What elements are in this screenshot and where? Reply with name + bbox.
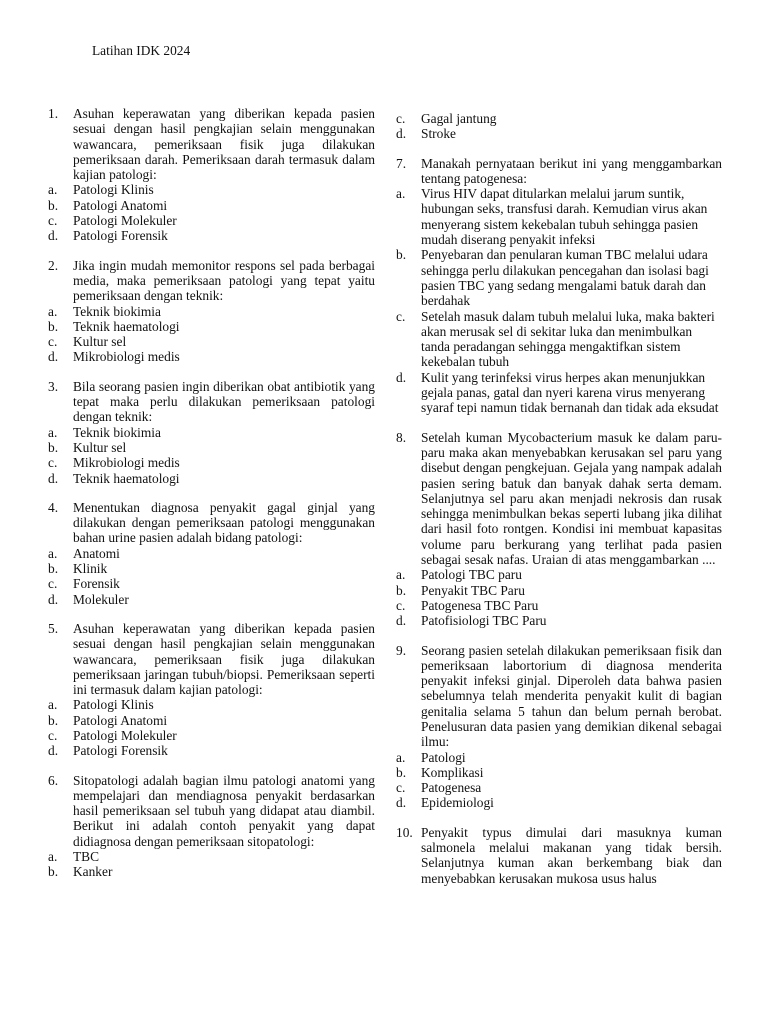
- option-text: Patogenesa TBC Paru: [421, 597, 539, 613]
- option-letter: a.: [48, 303, 58, 319]
- option-text: Patologi Anatomi: [73, 712, 168, 728]
- option-text: Stroke: [421, 126, 456, 142]
- answer-option: [48, 455, 375, 470]
- option-text: Teknik haematologi: [73, 318, 180, 334]
- option-text: Mikrobiologi medis: [73, 455, 180, 471]
- option-text: TBC: [73, 849, 100, 865]
- question-item: [48, 500, 375, 607]
- question-number: 5.: [48, 620, 59, 636]
- option-letter: a.: [48, 424, 58, 440]
- answer-option: [396, 111, 722, 126]
- option-letter: a.: [396, 186, 406, 202]
- answer-option: [396, 750, 722, 765]
- option-letter: c.: [396, 111, 406, 126]
- answer-option: [48, 864, 375, 879]
- option-letter: b.: [48, 561, 59, 577]
- question-item: [48, 621, 375, 759]
- question-stem: [48, 106, 375, 182]
- question-text: Manakah pernyataan berikut ini yang menggambarkan tentang patogenesa:: [421, 155, 722, 186]
- right-column: [396, 111, 722, 900]
- option-letter: d.: [396, 369, 407, 385]
- question-stem: [48, 500, 375, 546]
- answer-option: [48, 546, 375, 561]
- option-text: Virus HIV dapat ditularkan melalui jarum suntik, hubungan seks, transfusi darah. Kemudian virus akan menyerang sistem kekebalan tubuh sehingga pasien mudah diserang penyakit infeksi: [421, 186, 708, 248]
- option-text: Patologi Forensik: [73, 743, 168, 759]
- left-column: [48, 106, 375, 894]
- answer-option: [48, 334, 375, 349]
- question-number: 4.: [48, 499, 59, 515]
- option-text: Klinik: [73, 561, 108, 577]
- option-letter: d.: [48, 349, 59, 365]
- option-letter: a.: [48, 182, 58, 198]
- option-text: Kanker: [73, 864, 113, 880]
- option-letter: b.: [48, 318, 59, 334]
- option-text: Mikrobiologi medis: [73, 349, 180, 365]
- answer-option: [396, 765, 722, 780]
- question-text: Seorang pasien setelah dilakukan pemeriksaan fisik dan pemeriksaan labortorium di diagnosa menderita penyakit infeksi ginjal. Diperoleh data bahwa pasien sebelumnya telah menderita penyakit kulit di bagian genitalia selama 5 tahun dan belum pernah berobat. Penelusuran data pasien yang demikian dikenal sebagai ilmu:: [421, 642, 722, 750]
- option-text: Patologi: [421, 749, 466, 765]
- question-item: [48, 106, 375, 244]
- question-item: [396, 156, 722, 416]
- option-text: Patologi Klinis: [73, 182, 154, 198]
- option-letter: c.: [48, 727, 58, 743]
- question-stem: [396, 156, 722, 187]
- option-letter: b.: [396, 582, 407, 598]
- option-text: Molekuler: [73, 591, 129, 607]
- question-stem: [48, 258, 375, 304]
- question-text: Asuhan keperawatan yang diberikan kepada pasien sesuai dengan hasil pengkajian selain menggunakan wawancara, pemeriksaan fisik juga dilakukan pemeriksaan jaringan tubuh/biopsi. Pemeriksaan seperti ini termasuk dalam kajian patologi:: [73, 620, 375, 698]
- question-stem: [48, 379, 375, 425]
- answer-option: [396, 598, 722, 613]
- question-number: 2.: [48, 257, 59, 273]
- option-letter: b.: [48, 864, 59, 880]
- option-text: Epidemiologi: [421, 795, 494, 811]
- question-text: Setelah kuman Mycobacterium masuk ke dalam paru-paru maka akan menyebabkan kerusakan sel paru yang disebut dengan pengkejuan. Gejala yang nampak adalah pasien sering batuk dan banyak dahak serta demam. Selanjutnya sel paru akan menjadi nekrosis dan rusak sehingga menimbulkan bekas seperti lubang jika dilihat dari hasil foto rontgen. Kondisi ini membuat kapasitas volume paru berkurang yang terlihat pada pasien sebagai sesak nafas. Uraian di atas menggambarkan ....: [421, 429, 722, 568]
- question-item: [396, 825, 722, 886]
- option-letter: c.: [48, 213, 58, 229]
- option-letter: d.: [48, 228, 59, 244]
- answer-option: [48, 576, 375, 591]
- answer-option: [48, 440, 375, 455]
- answer-option: [48, 561, 375, 576]
- option-letter: c.: [396, 308, 406, 324]
- answer-option: [48, 319, 375, 334]
- option-letter: b.: [48, 439, 59, 455]
- option-text: Komplikasi: [421, 764, 484, 780]
- question-stem: [48, 773, 375, 849]
- option-text: Gagal jantung: [421, 111, 497, 126]
- question-text: Bila seorang pasien ingin diberikan obat antibiotik yang tepat maka perlu dilakukan pemeriksaan patologi dengan teknik:: [73, 378, 375, 425]
- option-text: Patologi Forensik: [73, 228, 168, 244]
- answer-option: [48, 743, 375, 758]
- answer-option: [396, 780, 722, 795]
- option-text: Penyebaran dan penularan kuman TBC melalui udara sehingga perlu dilakukan pencegahan dan isolasi bagi pasien TBC yang sedang mengalami batuk darah dan berdahak: [421, 247, 709, 309]
- option-letter: a.: [48, 697, 58, 713]
- option-letter: d.: [396, 613, 407, 629]
- answer-option: [396, 583, 722, 598]
- option-letter: d.: [396, 126, 407, 142]
- continued-options: [396, 111, 722, 142]
- option-text: Kultur sel: [73, 334, 127, 350]
- answer-option: [48, 713, 375, 728]
- answer-option: [48, 697, 375, 712]
- option-text: Patologi TBC paru: [421, 567, 522, 583]
- option-text: Patologi Anatomi: [73, 197, 168, 213]
- question-number: 7.: [396, 155, 407, 171]
- option-letter: c.: [48, 576, 58, 592]
- option-text: Teknik biokimia: [73, 303, 161, 319]
- question-item: [48, 258, 375, 365]
- option-letter: b.: [48, 197, 59, 213]
- question-text: Menentukan diagnosa penyakit gagal ginjal yang dilakukan dengan pemeriksaan patologi menggunakan bahan urine pasien adalah bidang patologi:: [73, 499, 375, 546]
- option-text: Teknik biokimia: [73, 424, 161, 440]
- answer-option: [396, 247, 722, 308]
- answer-option: [48, 728, 375, 743]
- answer-option: [48, 592, 375, 607]
- question-number: 9.: [396, 642, 407, 658]
- answer-option: [396, 613, 722, 628]
- option-text: Anatomi: [73, 545, 120, 561]
- option-text: Penyakit TBC Paru: [421, 582, 525, 598]
- answer-option: [48, 213, 375, 228]
- question-item: [48, 773, 375, 880]
- option-letter: d.: [396, 795, 407, 811]
- answer-option: [48, 471, 375, 486]
- option-letter: c.: [396, 597, 406, 613]
- option-letter: c.: [396, 780, 406, 796]
- question-item: [396, 430, 722, 629]
- option-letter: d.: [48, 591, 59, 607]
- question-text: Penyakit typus dimulai dari masuknya kuman salmonela melalui makanan yang tidak bersih. Selanjutnya kuman akan berkembang biak dan menyebabkan kerusakan mukosa usus halus: [421, 824, 722, 886]
- answer-option: [396, 370, 722, 416]
- question-text: Asuhan keperawatan yang diberikan kepada pasien sesuai dengan hasil pengkajian selain menggunakan wawancara, pemeriksaan fisik juga dilakukan pemeriksaan darah. Pemeriksaan darah termasuk dalam kajian patologi:: [73, 106, 375, 183]
- option-text: Setelah masuk dalam tubuh melalui luka, maka bakteri akan merusak sel di sekitar luka dan menimbulkan tanda peradangan sehingga mengaktifkan sistem kekebalan tubuh: [421, 308, 715, 370]
- answer-option: [48, 425, 375, 440]
- question-stem: [396, 643, 722, 750]
- answer-option: [396, 309, 722, 370]
- option-text: Patologi Klinis: [73, 697, 154, 713]
- option-text: Kultur sel: [73, 439, 127, 455]
- answer-option: [396, 795, 722, 810]
- answer-option: [396, 126, 722, 141]
- option-text: Patofisiologi TBC Paru: [421, 613, 547, 629]
- option-letter: b.: [396, 247, 407, 263]
- option-letter: a.: [396, 749, 406, 765]
- option-text: Forensik: [73, 576, 120, 592]
- option-letter: b.: [396, 764, 407, 780]
- option-letter: a.: [396, 567, 406, 583]
- answer-option: [48, 849, 375, 864]
- answer-option: [48, 182, 375, 197]
- question-number: 6.: [48, 772, 59, 788]
- answer-option: [48, 198, 375, 213]
- option-letter: c.: [48, 455, 58, 471]
- option-text: Patogenesa: [421, 780, 482, 796]
- answer-option: [48, 349, 375, 364]
- question-text: Jika ingin mudah memonitor respons sel pada berbagai media, maka pemeriksaan patologi yang tepat yaitu pemeriksaan dengan teknik:: [73, 257, 375, 304]
- question-stem: [48, 621, 375, 697]
- question-number: 8.: [396, 429, 407, 445]
- option-letter: d.: [48, 470, 59, 486]
- question-text: Sitopatologi adalah bagian ilmu patologi anatomi yang mempelajari dan mendiagnosa penyakit berdasarkan hasil pemeriksaan sel tubuh yang didapat atau diambil. Berikut ini adalah contoh penyakit yang dapat didiagnosa dengan pemeriksaan sitopatologi:: [73, 772, 375, 849]
- question-stem: [396, 430, 722, 568]
- option-text: Teknik haematologi: [73, 470, 180, 486]
- answer-option: [396, 186, 722, 247]
- option-text: Patologi Molekuler: [73, 213, 177, 229]
- option-letter: a.: [48, 849, 58, 865]
- option-text: Kulit yang terinfeksi virus herpes akan menunjukkan gejala panas, gatal dan nyeri karena virus menyerang syaraf tepi namun tidak bernanah dan tidak ada eksudat: [421, 369, 719, 416]
- question-item: [48, 379, 375, 486]
- question-number: 3.: [48, 378, 59, 394]
- option-letter: c.: [48, 334, 58, 350]
- answer-option: [48, 304, 375, 319]
- answer-option: [48, 228, 375, 243]
- document-header: Latihan IDK 2024: [92, 43, 191, 58]
- question-stem: [396, 825, 722, 886]
- option-text: Patologi Molekuler: [73, 727, 177, 743]
- option-letter: b.: [48, 712, 59, 728]
- option-letter: d.: [48, 743, 59, 759]
- option-letter: a.: [48, 545, 58, 561]
- answer-option: [396, 567, 722, 582]
- question-number: 1.: [48, 106, 59, 121]
- question-number: 10.: [396, 824, 413, 840]
- question-item: [396, 643, 722, 811]
